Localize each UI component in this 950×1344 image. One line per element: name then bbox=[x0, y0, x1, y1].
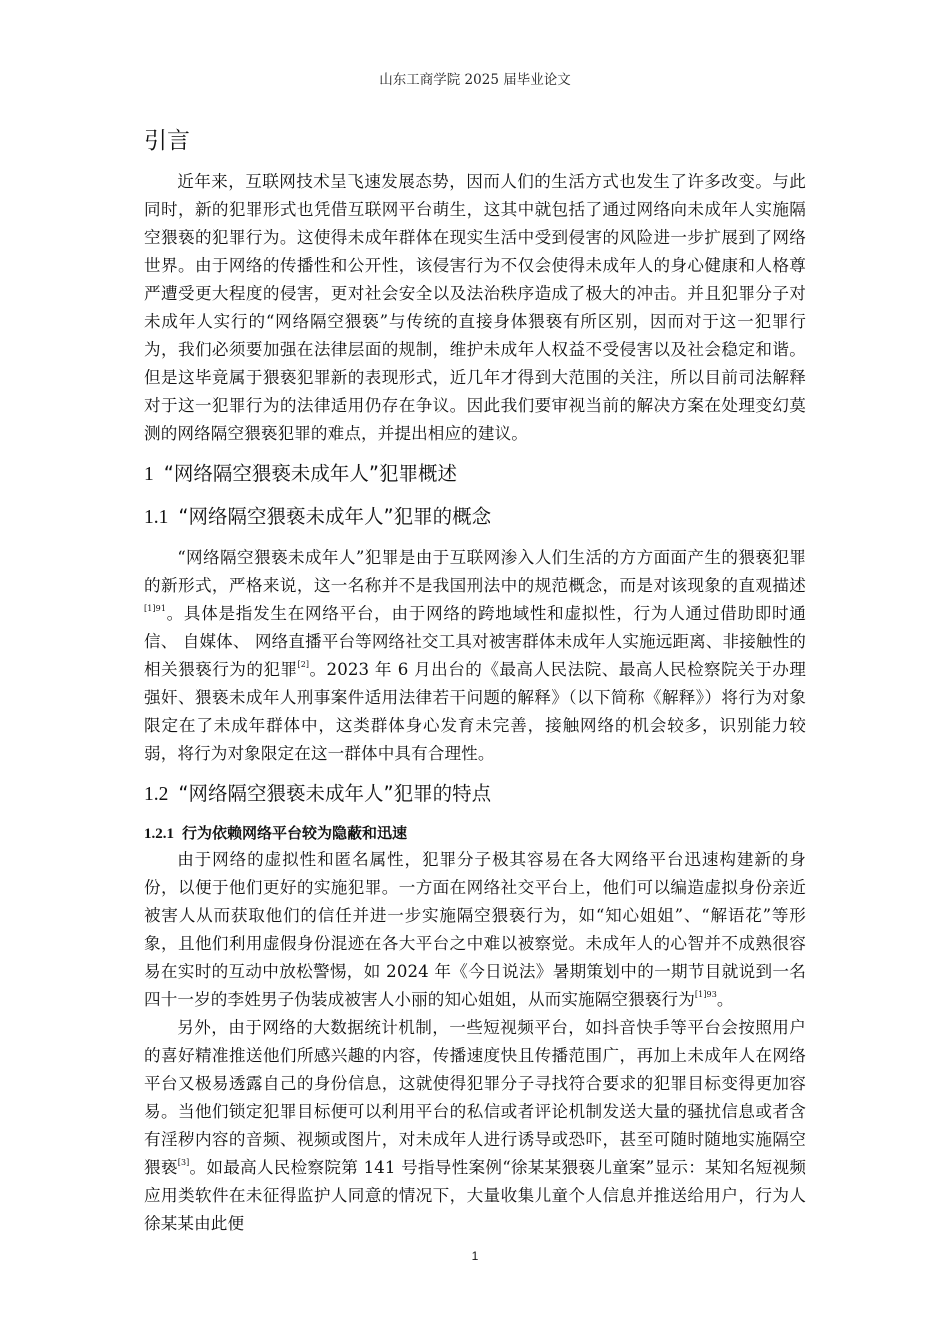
feature-text-2b: 。如最高人民检察院第 141 号指导性案例“徐某某猥亵儿童案”显示：某知名短视频应用类软件在未征得监护人同意的情况下，大量收集儿童个人信息并推送给用户，行为人徐某某由此便 bbox=[144, 1158, 807, 1233]
page-header: 山东工商学院 2025 届毕业论文 bbox=[379, 72, 571, 88]
feature-text-1b: 。 bbox=[716, 990, 734, 1009]
section-1-1-number: 1.1 bbox=[144, 507, 169, 528]
citation-ref: [2] bbox=[297, 660, 310, 669]
concept-paragraph bbox=[144, 544, 806, 768]
section-1-2-1-title: 行为依赖网络平台较为隐蔽和迅速 bbox=[182, 824, 408, 842]
concept-text-b: 。具体是指发生在网络平台，由于网络的跨地域性和虚拟性，行为人通过借助即时通信、 自媒体、 网络直播平台等网络社交工具对被害群体未成年人实施远距离、非接触性的相关猥亵行为的犯罪 bbox=[144, 604, 806, 679]
concept-text-c: 。2023 年 6 月出台的《最高人民法院、最高人民检察院关于办理强奸、猥亵未成年人刑事案件适用法律若干问题的解释》（以下简称《解释》）将行为对象限定在了未成年群体中，这类群体身心发育未完善，接触网络的机会较多，识别能力较弱，将行为对象限定在这一群体中具有合理性。 bbox=[144, 660, 806, 763]
section-1-2-1-number: 1.2.1 bbox=[144, 826, 174, 842]
citation-ref: [3] bbox=[177, 1158, 190, 1167]
section-1-2-heading bbox=[144, 778, 806, 811]
section-1-2-title: “网络隔空猥亵未成年人”犯罪的特点 bbox=[178, 782, 492, 805]
section-1-heading bbox=[144, 458, 806, 491]
citation-ref: [1]91 bbox=[144, 604, 167, 613]
citation-ref: [1]93 bbox=[694, 990, 717, 999]
feature-paragraph-2 bbox=[144, 1014, 806, 1238]
intro-title: 引言 bbox=[144, 128, 190, 154]
feature-text-2a: 另外，由于网络的大数据统计机制，一些短视频平台，如抖音快手等平台会按照用户的喜好精准推送他们所感兴趣的内容，传播速度快且传播范围广，再加上未成年人在网络平台又极易透露自己的身份信息，这就使得犯罪分子寻找符合要求的犯罪目标变得更加容易。当他们锁定犯罪目标便可以利用平台的私信或者评论机制发送大量的骚扰信息或者含有淫秽内容的音频、视频或图片，对未成年人进行诱导或恐吓，甚至可随时随地实施隔空猥亵 bbox=[144, 1018, 806, 1177]
feature-paragraph-1 bbox=[144, 846, 806, 1014]
section-1-1-title: “网络隔空猥亵未成年人”犯罪的概念 bbox=[178, 505, 492, 528]
section-1-title: “网络隔空猥亵未成年人”犯罪概述 bbox=[163, 462, 457, 485]
page-content bbox=[144, 124, 806, 1238]
section-1-number: 1 bbox=[144, 464, 154, 485]
section-1-2-number: 1.2 bbox=[144, 784, 169, 805]
section-1-2-1-heading bbox=[144, 821, 806, 846]
page-number: 1 bbox=[471, 1249, 479, 1263]
intro-paragraph: 近年来，互联网技术呈飞速发展态势，因而人们的生活方式也发生了许多改变。与此同时，新的犯罪形式也凭借互联网平台萌生，这其中就包括了通过网络向未成年人实施隔空猥亵的犯罪行为。这使得未成年群体在现实生活中受到侵害的风险进一步扩展到了网络世界。由于网络的传播性和公开性，该侵害行为不仅会使得未成年人的身心健康和人格尊严遭受更大程度的侵害，更对社会安全以及法治秩序造成了极大的冲击。并且犯罪分子对未成年人实行的“网络隔空猥亵”与传统的直接身体猥亵有所区别，因而对于这一犯罪行为，我们必须要加强在法律层面的规制，维护未成年人权益不受侵害以及社会稳定和谐。但是这毕竟属于猥亵犯罪新的表现形式，近几年才得到大范围的关注，所以目前司法解释对于这一犯罪行为的法律适用仍存在争议。因此我们要审视当前的解决方案在处理变幻莫测的网络隔空猥亵犯罪的难点，并提出相应的建议。 bbox=[144, 172, 806, 443]
concept-text-a: “网络隔空猥亵未成年人”犯罪是由于互联网渗入人们生活的方方面面产生的猥亵犯罪的新形式，严格来说，这一名称并不是我国刑法中的规范概念，而是对该现象的直观描述 bbox=[144, 548, 806, 595]
feature-text-1a: 由于网络的虚拟性和匿名属性，犯罪分子极其容易在各大网络平台迅速构建新的身份，以便于他们更好的实施犯罪。一方面在网络社交平台上，他们可以编造虚拟身份亲近被害人从而获取他们的信任并进一步实施隔空猥亵行为，如“知心姐姐”、“解语花”等形象，且他们利用虚假身份混迹在各大平台之中难以被察觉。未成年人的心智并不成熟很容易在实时的互动中放松警惕，如 2024 年《今日说法》暑期策划中的一期节目就说到一名四十一岁的李姓男子伪装成被害人小丽的知心姐姐，从而实施隔空猥亵行为 bbox=[144, 850, 806, 1009]
section-1-1-heading bbox=[144, 501, 806, 534]
